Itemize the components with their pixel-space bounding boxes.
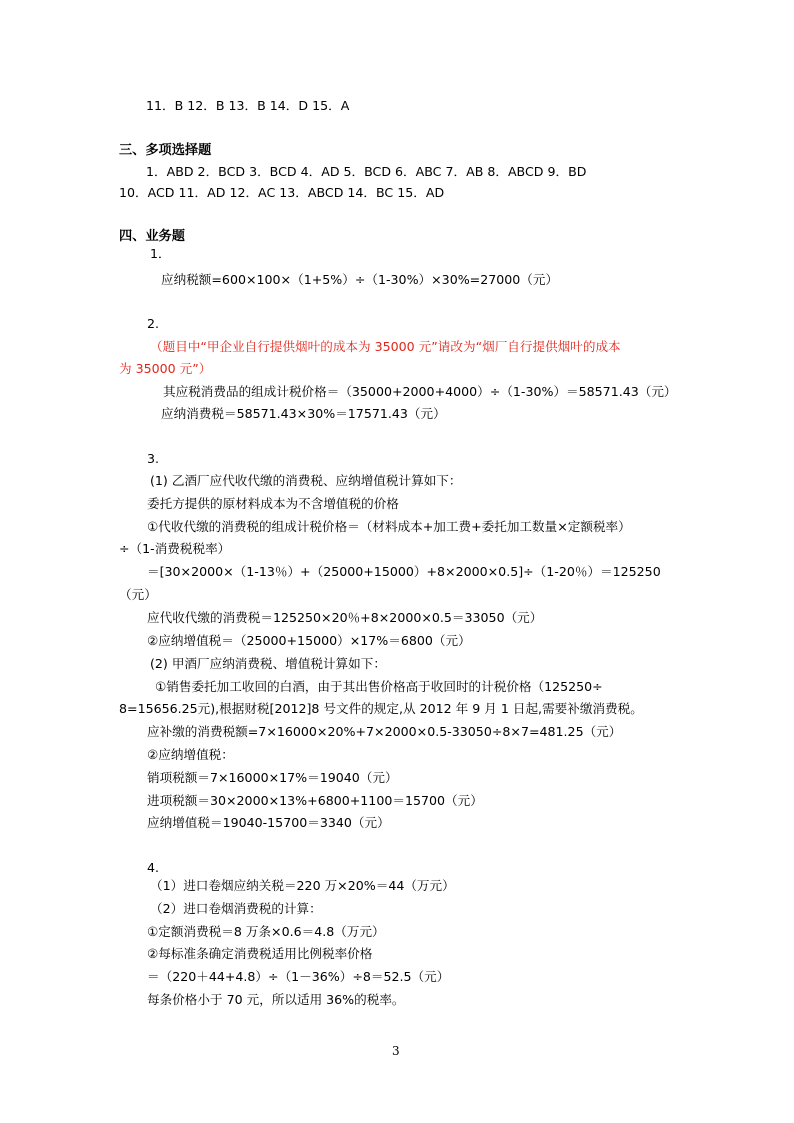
q3-line-16: 应纳增值税＝19040-15700＝3340（元） [147,815,390,830]
q3-line-15: 进项税额＝30×2000×13%+6800+1100＝15700（元） [147,793,483,808]
q2-number: 2. [147,316,160,331]
multi-choice-answers-line-2: 10．ACD 11．AD 12．AC 13．ABCD 14．BC 15．AD [119,185,445,200]
q3-line-4: ÷（1-消费税税率） [119,541,231,556]
q3-line-11: 8=15656.25元),根据财税[2012]8 号文件的规定,从 2012 年 9 月 1 日起,需要补缴消费税。 [119,701,643,716]
q3-line-13: ②应纳增值税： [147,747,234,762]
q3-line-7: 应代收代缴的消费税＝125250×20％+8×2000×0.5＝33050（元） [147,610,543,625]
q3-line-8: ②应纳增值税＝（25000+15000）×17%＝6800（元） [147,633,471,648]
q4-line-2: （2）进口卷烟消费税的计算： [150,901,322,916]
business-heading: 四、业务题 [119,229,185,244]
page-number: 3 [392,1044,400,1058]
q3-line-14: 销项税额＝7×16000×17%＝19040（元） [147,770,398,785]
q3-line-2: 委托方提供的原材料成本为不含增值税的价格 [147,496,399,511]
multi-choice-answers-line-1: 1．ABD 2．BCD 3．BCD 4．AD 5．BCD 6．ABC 7．AB 8．ABCD 9．BD [146,164,587,179]
q1-number: 1． [150,246,171,261]
q2-correction-note-line-1: （题目中“甲企业自行提供烟叶的成本为 35000 元”请改为“烟厂自行提供烟叶的成本 [150,339,621,354]
q4-line-1: （1）进口卷烟应纳关税＝220 万×20%＝44（万元） [150,878,455,893]
q4-line-6: 每条价格小于 70 元，所以适用 36%的税率。 [147,992,405,1007]
q4-line-3: ①定额消费税＝8 万条×0.6＝4.8（万元） [147,924,385,939]
q3-line-12: 应补缴的消费税额=7×16000×20%+7×2000×0.5-33050÷8×7=481.25（元） [147,724,622,739]
q3-line-3: ①代收代缴的消费税的组成计税价格＝（材料成本+加工费+委托加工数量×定额税率） [147,519,631,534]
q4-line-5: ＝（220＋44+4.8）÷（1－36%）÷8＝52.5（元） [147,969,450,984]
q4-number: 4. [147,860,160,875]
q3-line-5: ＝[30×2000×（1-13％）+（25000+15000）+8×2000×0.5]÷（1-20％）＝125250 [147,564,661,579]
q2-line-2: 应纳消费税＝58571.43×30%＝17571.43（元） [161,406,446,421]
q3-line-9: (2) 甲酒厂应纳消费税、增值税计算如下： [150,656,386,671]
q3-line-10: ①销售委托加工收回的白酒，由于其出售价格高于收回时的计税价格（125250÷ [155,679,603,694]
multi-choice-heading: 三、多项选择题 [119,143,212,158]
q2-line-1: 其应税消费品的组成计税价格＝（35000+2000+4000）÷（1-30%）＝58571.43（元） [163,384,677,399]
single-choice-answers: 11．B 12．B 13．B 14．D 15．A [146,98,350,113]
q2-correction-note-line-2: 为 35000 元”） [119,361,212,376]
q1-line: 应纳税额=600×100×（1+5%）÷（1-30%）×30%=27000（元） [161,272,559,287]
q3-number: 3. [147,451,160,466]
q4-line-4: ②每标准条确定消费税适用比例税率价格 [147,946,373,961]
q3-line-6: （元） [119,587,157,602]
q3-line-1: (1) 乙酒厂应代收代缴的消费税、应纳增值税计算如下： [150,473,462,488]
